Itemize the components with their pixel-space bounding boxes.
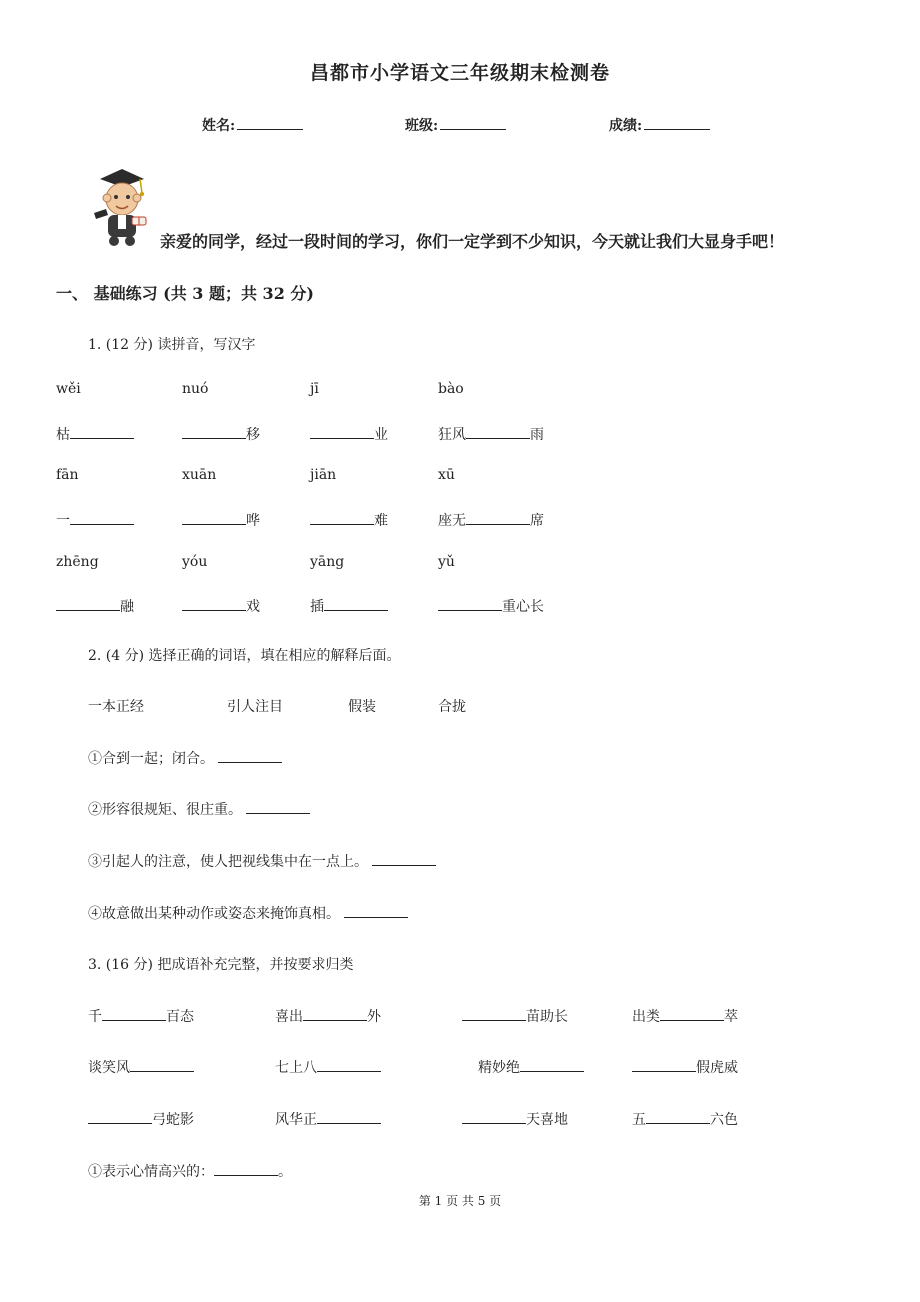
- answer-blank[interactable]: [372, 853, 436, 866]
- graduate-mascot-icon: [88, 165, 154, 247]
- word-option: 假装: [348, 699, 376, 715]
- score-label: 成绩:: [609, 118, 643, 134]
- word-suffix: 雨: [530, 427, 544, 443]
- question-2-header: 2. (4 分) 选择正确的词语，填在相应的解释后面。: [88, 648, 401, 664]
- answer-blank[interactable]: [56, 598, 120, 611]
- definition-text: ②形容很规矩、很庄重。: [88, 802, 242, 818]
- class-blank[interactable]: [440, 115, 506, 130]
- idiom-item: [88, 1057, 194, 1077]
- section-heading: 一、 基础练习 (共 3 题；共 32 分): [56, 284, 314, 303]
- word-prefix: 喜出: [275, 1009, 303, 1025]
- answer-blank[interactable]: [317, 1111, 381, 1124]
- word-suffix: 融: [120, 599, 134, 615]
- word-prefix: 七上八: [275, 1060, 317, 1076]
- idiom-item: [632, 1057, 738, 1077]
- word-suffix: 天喜地: [526, 1112, 568, 1128]
- idiom-item: [462, 1006, 568, 1026]
- pinyin-label: wěi: [56, 381, 81, 397]
- answer-blank[interactable]: [646, 1111, 710, 1124]
- fill-word-item: [56, 510, 134, 530]
- name-field[interactable]: [202, 115, 303, 135]
- word-prefix: 座无: [438, 513, 466, 529]
- word-suffix: 重心长: [502, 599, 544, 615]
- word-option: 引人注目: [227, 699, 283, 715]
- pinyin-label: xuān: [182, 467, 217, 483]
- question-3-header: 3. (16 分) 把成语补充完整，并按要求归类: [88, 957, 354, 973]
- fill-word-item: [182, 510, 260, 530]
- pinyin-label: bào: [438, 381, 464, 397]
- definition-item: [88, 903, 408, 923]
- answer-blank[interactable]: [344, 905, 408, 918]
- fill-word-item: [310, 424, 388, 444]
- word-option: 合拢: [438, 699, 466, 715]
- word-suffix: 难: [374, 513, 388, 529]
- answer-blank[interactable]: [70, 512, 134, 525]
- word-suffix: 哗: [246, 513, 260, 529]
- definition-item: [88, 851, 436, 871]
- idiom-item: [88, 1006, 194, 1026]
- name-label: 姓名:: [202, 118, 236, 134]
- word-suffix: 百态: [166, 1009, 194, 1025]
- answer-blank[interactable]: [303, 1008, 367, 1021]
- sub-1-label: ①表示心情高兴的：: [88, 1164, 214, 1180]
- idiom-item: [275, 1006, 381, 1026]
- idiom-item: [462, 1109, 568, 1129]
- fill-word-item: [182, 596, 260, 616]
- answer-blank[interactable]: [182, 426, 246, 439]
- word-suffix: 弓蛇影: [152, 1112, 194, 1128]
- fill-word-item: [56, 596, 134, 616]
- definition-text: ③引起人的注意，使人把视线集中在一点上。: [88, 854, 368, 870]
- word-prefix: 五: [632, 1112, 646, 1128]
- answer-blank[interactable]: [182, 598, 246, 611]
- pinyin-label: yǔ: [438, 554, 455, 570]
- sub-1-end: 。: [278, 1164, 292, 1180]
- answer-blank[interactable]: [660, 1008, 724, 1021]
- word-suffix: 萃: [724, 1009, 738, 1025]
- pinyin-label: xū: [438, 467, 455, 483]
- word-suffix: 六色: [710, 1112, 738, 1128]
- fill-word-item: [438, 596, 544, 616]
- answer-blank[interactable]: [520, 1059, 584, 1072]
- definition-text: ④故意做出某种动作或姿态来掩饰真相。: [88, 906, 340, 922]
- answer-blank[interactable]: [317, 1059, 381, 1072]
- answer-blank[interactable]: [466, 426, 530, 439]
- score-field[interactable]: [609, 115, 710, 135]
- definition-text: ①合到一起；闭合。: [88, 751, 214, 767]
- word-suffix: 移: [246, 427, 260, 443]
- answer-blank[interactable]: [462, 1008, 526, 1021]
- word-prefix: 风华正: [275, 1112, 317, 1128]
- word-suffix: 业: [374, 427, 388, 443]
- idiom-item: [632, 1006, 738, 1026]
- fill-word-item: [438, 424, 544, 444]
- answer-blank[interactable]: [246, 801, 310, 814]
- pinyin-label: yāng: [310, 554, 345, 570]
- answer-blank[interactable]: [632, 1059, 696, 1072]
- word-suffix: 假虎威: [696, 1060, 738, 1076]
- idiom-item: [275, 1057, 381, 1077]
- word-prefix: 精妙绝: [478, 1060, 520, 1076]
- definition-item: [88, 799, 310, 819]
- fill-word-item: [438, 510, 544, 530]
- question-1-header: 1. (12 分) 读拼音，写汉字: [88, 337, 256, 353]
- answer-blank[interactable]: [102, 1008, 166, 1021]
- fill-word-item: [182, 424, 260, 444]
- answer-blank[interactable]: [310, 426, 374, 439]
- word-prefix: 出类: [632, 1009, 660, 1025]
- answer-blank[interactable]: [70, 426, 134, 439]
- fill-word-item: [56, 424, 134, 444]
- word-suffix: 外: [367, 1009, 381, 1025]
- word-prefix: 谈笑风: [88, 1060, 130, 1076]
- idiom-item: [632, 1109, 738, 1129]
- pinyin-label: yóu: [182, 554, 208, 570]
- word-prefix: 千: [88, 1009, 102, 1025]
- score-blank[interactable]: [644, 115, 710, 130]
- page-title: 昌都市小学语文三年级期末检测卷: [309, 62, 610, 84]
- answer-blank[interactable]: [438, 598, 502, 611]
- idiom-item: [478, 1057, 584, 1077]
- class-field[interactable]: [405, 115, 506, 135]
- word-suffix: 苗助长: [526, 1009, 568, 1025]
- idiom-item: [275, 1109, 381, 1129]
- fill-word-item: [310, 596, 388, 616]
- pinyin-label: zhēng: [56, 554, 99, 570]
- question-3-sub-1: [88, 1161, 292, 1181]
- answer-blank[interactable]: [218, 750, 282, 763]
- answer-blank[interactable]: [310, 512, 374, 525]
- pinyin-label: jiān: [310, 467, 337, 483]
- answer-blank[interactable]: [182, 512, 246, 525]
- idiom-item: [88, 1109, 194, 1129]
- pinyin-label: jī: [310, 381, 319, 397]
- greeting-text: 亲爱的同学，经过一段时间的学习，你们一定学到不少知识，今天就让我们大显身手吧！: [160, 232, 785, 251]
- word-prefix: 插: [310, 599, 324, 615]
- word-option: 一本正经: [88, 699, 144, 715]
- definition-item: [88, 748, 282, 768]
- word-prefix: 狂风: [438, 427, 466, 443]
- word-prefix: 一: [56, 513, 70, 529]
- answer-blank[interactable]: [462, 1111, 526, 1124]
- pinyin-label: nuó: [182, 381, 209, 397]
- answer-blank[interactable]: [466, 512, 530, 525]
- pinyin-label: fān: [56, 467, 79, 483]
- answer-blank[interactable]: [130, 1059, 194, 1072]
- word-prefix: 枯: [56, 427, 70, 443]
- answer-blank[interactable]: [324, 598, 388, 611]
- word-suffix: 戏: [246, 599, 260, 615]
- name-blank[interactable]: [237, 115, 303, 130]
- word-suffix: 席: [530, 513, 544, 529]
- fill-word-item: [310, 510, 388, 530]
- answer-blank[interactable]: [88, 1111, 152, 1124]
- page-number: 第 1 页 共 5 页: [418, 1194, 502, 1208]
- class-label: 班级:: [405, 118, 439, 134]
- sub-1-blank[interactable]: [214, 1163, 278, 1176]
